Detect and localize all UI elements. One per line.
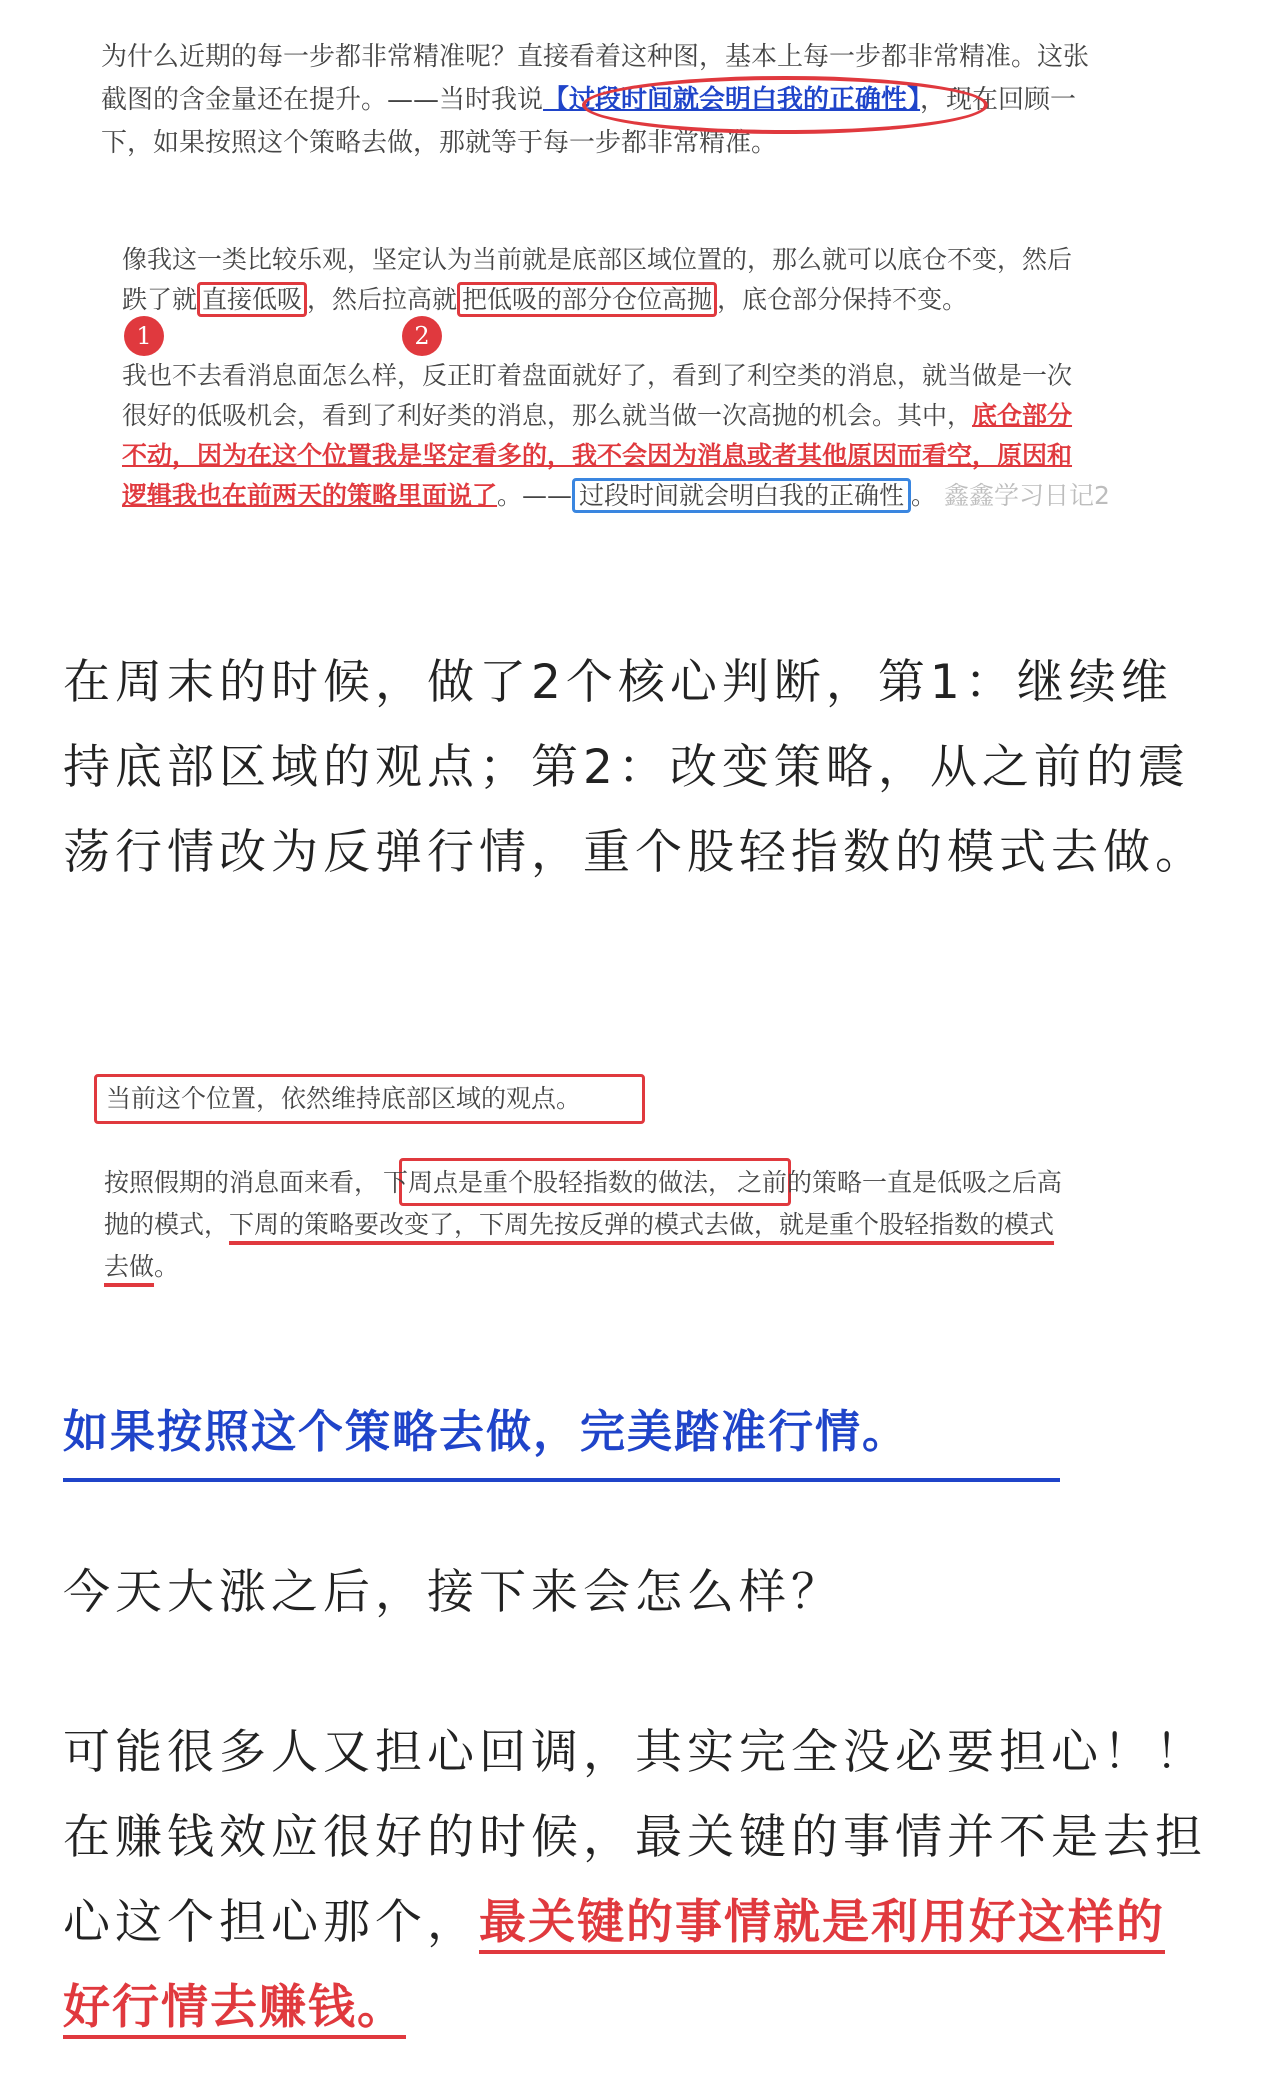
paragraph-conclusion-red: 最关键的事情就是利用好这样的好行情去赚钱。 [63,1895,1165,2035]
snippet3-line2 [104,1204,1184,1246]
snippet3-l2-underlined: 下周的策略要改变了，下周先按反弹的模式去做，就是重个股轻指数的模式 [229,1210,1055,1239]
snippet3-line3 [104,1246,1184,1288]
blue-box-correctness: 过段时间就会明白我的正确性 [572,478,911,513]
snippet1-line3: 下，如果按照这个策略去做，那就等于每一步都非常精准。 [101,128,778,158]
snippet2-p1-line2 [122,280,1132,320]
paragraph-conclusion-normal: 可能很多人又担心回调，其实完全没必要担心！！在赚钱效应很好的时候，最关键的事情并不是去担心这个担心那个， [63,1725,1207,1950]
red-oval-annotation [582,76,988,134]
snippet2-p2-line2 [122,396,1132,436]
paragraph-conclusion [63,1710,1213,2050]
snippet2-p1-c: ，底仓部分保持不变。 [717,285,968,314]
badge-row-spacer [122,320,1132,356]
snippet2-p1-a: 跌了就 [122,285,198,314]
snippet1-line2-post: ，现在回顾一 [920,85,1077,115]
snippet1-line1: 为什么近期的每一步都非常精准呢？直接看着这种图，基本上每一步都非常精准。这张 [101,42,1090,72]
snippet2-p2-line4 [122,476,1132,516]
snippet2-p2-line3 [122,436,1132,476]
snippet3-l3-post: 。 [154,1252,180,1281]
snippet3-l1-box: 下周点是重个股轻指数的做法， [383,1168,734,1197]
snippet3-line1 [104,1162,1184,1204]
snippet2-p2-line2-pre: 很好的低吸机会，看到了利好类的消息，那么就当做一次高抛的机会。其中， [122,401,973,430]
paragraph-question: 今天大涨之后，接下来会怎么样？ [63,1565,843,1620]
snippet2-p1-line1: 像我这一类比较乐观，坚定认为当前就是底部区域位置的，那么就可以底仓不变，然后 [122,245,1073,274]
snippet3-l1-pre: 按照假期的消息面来看， [104,1168,380,1197]
snippet1-line2-pre: 截图的含金量还在提升。——当时我说 [101,85,544,115]
snippet2-p2-line1: 我也不去看消息面怎么样，反正盯着盘面就好了，看到了利空类的消息，就当做是一次 [122,361,1073,390]
snippet2-p2-dash: 。—— [497,481,573,510]
number-badge-1: 1 [124,316,164,356]
watermark: 鑫鑫学习日记2 [944,481,1110,510]
red-box-direct-low-buy: 直接低吸 [197,282,307,317]
snippet3-l3-underlined: 去做 [104,1252,155,1281]
paragraph-core-judgement: 在周末的时候，做了2个核心判断，第1：继续维持底部区域的观点；第2：改变策略，从之前的震荡行情改为反弹行情，重个股轻指数的模式去做。 [63,655,1207,880]
snippet2-p2-end: 。 [911,481,937,510]
snippet2-p2-red-a: 底仓部分 [972,401,1073,430]
snippet-quote-3 [104,1162,1184,1288]
snippet1-highlight: 【过段时间就会明白我的正确性】 [543,85,921,115]
snippet3-l1-post: 之前的策略一直是低吸之后高 [737,1168,1063,1197]
red-box-sell-high: 把低吸的部分仓位高抛 [457,282,717,317]
snippet-quote-2 [122,240,1132,516]
headline-blue: 如果按照这个策略去做，完美踏准行情。 [63,1395,1060,1482]
number-badge-2: 2 [402,316,442,356]
snippet3-l2-pre: 抛的模式， [104,1210,230,1239]
snippet2-p2-red-b: 不动，因为在这个位置我是坚定看多的，我不会因为消息或者其他原因而看空，原因和 [122,441,1073,470]
snippet3-box-line: 当前这个位置，依然维持底部区域的观点。 [106,1084,582,1113]
snippet2-p1-b: ，然后拉高就 [307,285,458,314]
snippet2-p2-red-c: 逻辑我也在前两天的策略里面说了 [122,481,498,510]
